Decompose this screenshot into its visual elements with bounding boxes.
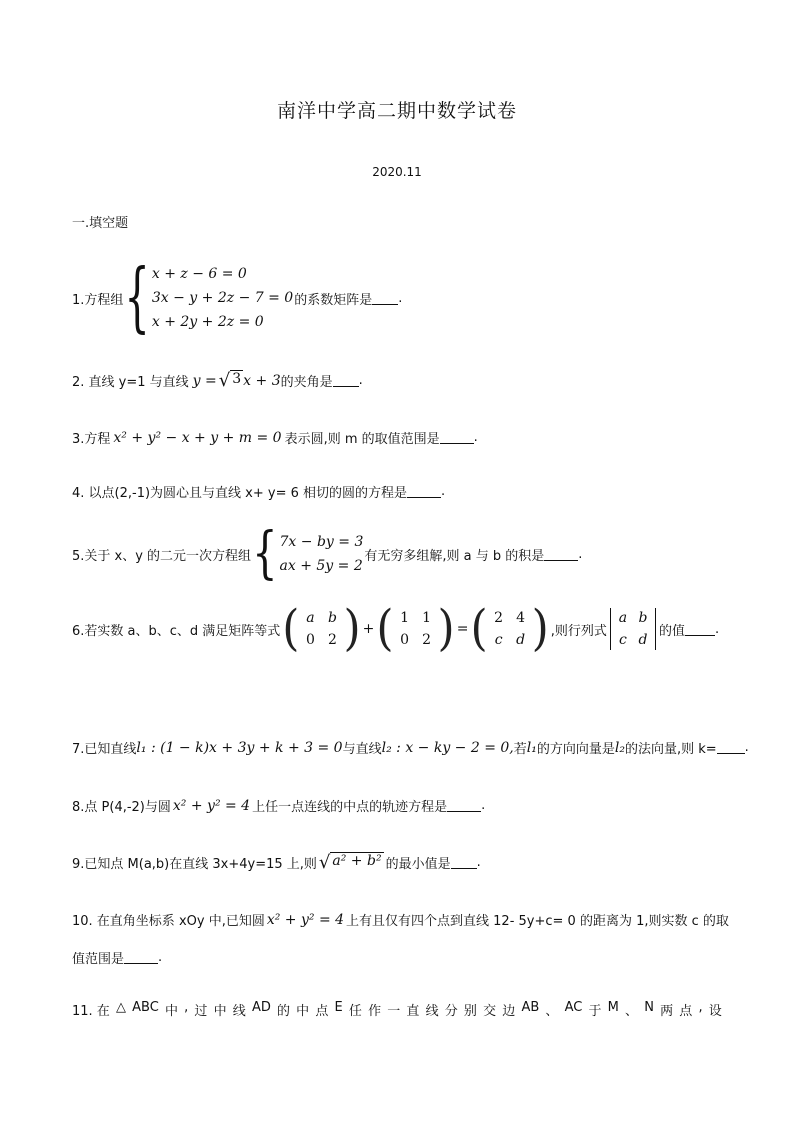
question-8-prefix: 8.点 P(4,-2)与圆 — [72, 800, 171, 815]
section-heading: 一.填空题 — [72, 216, 129, 231]
question-end: . — [744, 740, 749, 755]
math-expression: y = — [192, 372, 217, 389]
left-paren: ( — [376, 600, 394, 657]
question-9-prefix: 9.已知点 M(a,b)在直线 3x+4y=15 上,则 — [72, 857, 317, 872]
answer-blank[interactable] — [124, 951, 158, 964]
answer-blank[interactable] — [372, 292, 398, 305]
matrix-b — [376, 600, 455, 657]
question-11-word: 过 — [194, 1004, 208, 1019]
question-3 — [72, 428, 478, 447]
question-10-prefix: 10. 在直角坐标系 xOy 中,已知圆 — [72, 914, 265, 929]
question-11-word: 11. 在 — [72, 1004, 110, 1019]
radical-sign: √ — [318, 852, 331, 873]
equation-system — [252, 521, 364, 587]
math-expression: x² + y² = 4 — [266, 911, 345, 928]
equation-line: x + z − 6 = 0 — [151, 266, 247, 282]
line-l2-symbol: l₂ — [614, 739, 625, 756]
question-5-suffix: 有无穷多组解,则 a 与 b 的积是 — [364, 548, 545, 564]
question-11-word: 一 — [387, 1004, 401, 1019]
question-4-text: 4. 以点(2,-1)为圆心且与直线 x+ y= 6 相切的圆的方程是 — [72, 486, 408, 501]
question-11-word: 直 — [406, 1004, 420, 1019]
question-11-word: , — [184, 1000, 189, 1015]
equation-line: ax + 5y = 2 — [279, 558, 363, 574]
question-11-word: 分 — [444, 1004, 458, 1019]
question-7 — [72, 738, 749, 757]
question-end: . — [441, 484, 446, 499]
question-11-word: 两 — [660, 1004, 674, 1019]
matrix-cell: 2 — [328, 632, 337, 648]
question-6-suffix: 的值 — [658, 623, 685, 639]
equation-line: 3x − y + 2z − 7 = 0 — [151, 290, 294, 306]
question-11-word: 设 — [708, 1004, 722, 1019]
question-end: . — [158, 950, 163, 965]
matrix-cell: 2 — [422, 632, 431, 648]
question-9-suffix: 的最小值是 — [385, 857, 451, 872]
matrix-cell: 4 — [516, 610, 526, 626]
question-7-text: 若 — [513, 742, 527, 757]
determinant-cell: c — [619, 632, 627, 648]
question-11-word: 线 — [425, 1004, 439, 1019]
question-11-word: 中 — [164, 1004, 178, 1019]
question-11-word: AD — [251, 1000, 271, 1015]
exam-date: 2020.11 — [372, 165, 422, 179]
question-end: . — [578, 546, 583, 562]
question-11-word: E — [334, 1000, 343, 1015]
right-paren: ) — [343, 600, 361, 657]
right-paren: ) — [531, 600, 549, 657]
equation-line: x + 2y + 2z = 0 — [151, 314, 264, 330]
question-11-word: 于 — [588, 1004, 602, 1019]
question-end: . — [473, 430, 478, 445]
matrix-cell: b — [327, 610, 337, 626]
matrix-cells — [394, 610, 438, 648]
answer-blank[interactable] — [407, 485, 441, 498]
question-1-prefix: 1.方程组 — [72, 292, 124, 308]
determinant-cell: a — [618, 610, 628, 626]
matrix-cell: 0 — [306, 632, 315, 648]
question-11-word: 点 — [679, 1004, 693, 1019]
question-7-text: 与直线 — [342, 742, 382, 757]
question-9 — [72, 852, 481, 873]
question-11-word: 点 — [315, 1004, 329, 1019]
determinant — [610, 608, 656, 650]
line-l1-equation: l₁ : (1 − k)x + 3y + k + 3 = 0 — [136, 739, 343, 756]
question-11-word: △ — [115, 1000, 126, 1015]
question-11-word: 中 — [296, 1004, 310, 1019]
answer-blank[interactable] — [685, 623, 715, 636]
matrix-cell: 2 — [494, 610, 504, 626]
question-2-suffix: 的夹角是 — [280, 375, 333, 390]
question-11-word: 边 — [502, 1004, 516, 1019]
question-11-word: AB — [521, 1000, 540, 1015]
matrix-cell: 1 — [400, 610, 409, 626]
math-expression: x² + y² = 4 — [172, 797, 251, 814]
question-end: . — [481, 798, 486, 813]
question-11-word: AC — [564, 1000, 583, 1015]
question-11-word: 的 — [277, 1004, 291, 1019]
question-6 — [72, 600, 720, 657]
math-expression: x + 3 — [243, 372, 281, 389]
question-5 — [72, 521, 583, 587]
question-3-suffix: 表示圆,则 m 的取值范围是 — [284, 432, 440, 447]
question-11-word: 线 — [232, 1004, 246, 1019]
question-11-word: M — [607, 1000, 619, 1015]
question-11-word: 、 — [625, 1004, 639, 1019]
determinant-cell: d — [638, 632, 648, 648]
question-10-line-2 — [72, 948, 162, 967]
equals-sign: = — [456, 621, 469, 637]
equation-line: 7x − by = 3 — [279, 534, 364, 550]
matrix-cells — [299, 610, 343, 648]
plus-sign: + — [362, 621, 375, 637]
question-2 — [72, 370, 363, 391]
answer-blank[interactable] — [451, 856, 477, 869]
question-11-word: N — [644, 1000, 654, 1015]
question-7-prefix: 7.已知直线 — [72, 742, 137, 757]
question-7-suffix: 的法向量,则 k= — [624, 742, 717, 757]
matrix-cell: d — [516, 632, 526, 648]
question-11-word: 、 — [545, 1004, 559, 1019]
question-7-text: 的方向向量是 — [536, 742, 615, 757]
matrix-cell: c — [494, 632, 503, 648]
square-root — [319, 852, 384, 873]
line-l2-equation: l₂ : x − ky − 2 = 0, — [381, 739, 514, 756]
question-8 — [72, 796, 485, 815]
question-11-word: ABC — [132, 1000, 159, 1015]
question-4 — [72, 482, 445, 501]
matrix-cell: 0 — [400, 632, 409, 648]
left-paren: ( — [282, 600, 300, 657]
question-11-word: 别 — [463, 1004, 477, 1019]
question-end: . — [714, 621, 720, 637]
question-11-word: 中 — [213, 1004, 227, 1019]
question-10-suffix: 上有且仅有四个点到直线 12- 5y+c= 0 的距离为 1,则实数 c 的取 — [346, 914, 729, 929]
radicand: a² + b² — [332, 853, 382, 869]
question-end: . — [358, 373, 363, 388]
question-end: . — [476, 855, 481, 870]
question-10 — [72, 910, 729, 929]
math-expression: x² + y² − x + y + m = 0 — [113, 429, 282, 446]
radicand: 3 — [232, 371, 242, 387]
matrix-a — [282, 600, 361, 657]
answer-blank[interactable] — [447, 799, 481, 812]
matrix-cell: a — [306, 610, 315, 626]
answer-blank[interactable] — [333, 374, 359, 387]
question-11-word: , — [698, 1000, 703, 1015]
left-brace: { — [124, 254, 150, 342]
answer-blank[interactable] — [440, 431, 474, 444]
matrix-c — [470, 600, 549, 657]
question-6-prefix: 6.若实数 a、b、c、d 满足矩阵等式 — [72, 623, 281, 639]
question-8-suffix: 上任一点连线的中点的轨迹方程是 — [252, 800, 448, 815]
question-11-word: 任 — [348, 1004, 362, 1019]
question-end: . — [398, 290, 403, 306]
question-11-word: 作 — [368, 1004, 382, 1019]
determinant-cell: b — [638, 610, 648, 626]
question-1 — [72, 254, 403, 342]
radical-sign: √ — [218, 370, 231, 391]
equation-lines — [280, 530, 364, 578]
equation-lines — [152, 262, 293, 334]
line-l1-symbol: l₁ — [526, 739, 537, 756]
page-title: 南洋中学高二期中数学试卷 — [276, 100, 517, 122]
answer-blank[interactable] — [717, 741, 745, 754]
question-11 — [72, 1000, 722, 1019]
matrix-cells — [488, 610, 532, 648]
matrix-cell: 1 — [422, 610, 431, 626]
question-1-suffix: 的系数矩阵是 — [294, 292, 373, 308]
left-paren: ( — [470, 600, 488, 657]
square-root — [219, 370, 243, 391]
left-brace: { — [252, 521, 278, 587]
question-11-word: 交 — [483, 1004, 497, 1019]
question-3-prefix: 3.方程 — [72, 432, 111, 447]
question-5-prefix: 5.关于 x、y 的二元一次方程组 — [72, 548, 252, 564]
equation-system — [124, 254, 294, 342]
question-6-mid: ,则行列式 — [550, 623, 607, 639]
answer-blank[interactable] — [544, 548, 578, 561]
question-2-prefix: 2. 直线 y=1 与直线 — [72, 375, 189, 390]
question-10-line2: 值范围是 — [72, 952, 125, 967]
right-paren: ) — [437, 600, 455, 657]
